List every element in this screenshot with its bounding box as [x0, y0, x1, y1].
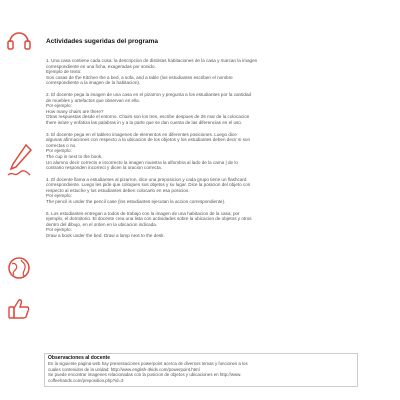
activity-item-1: [46, 58, 346, 86]
activity-line: correctas o no.: [46, 142, 77, 148]
page-title: Actividades sugeridas del programa: [46, 38, 158, 45]
activities-list: [46, 58, 346, 239]
activity-line: How many chairs are there?: [46, 108, 104, 114]
activity-line: The pencil is under the pencil case (los estudiantes ejecutan la accion correspondiente).: [46, 199, 226, 205]
observation-line: coffeehands.com/preposition.php?id=3: [48, 377, 124, 383]
activity-line: Draw a book under the bed. Draw a lamp next to the desk.: [46, 233, 165, 239]
pencil-icon: [6, 143, 34, 184]
activity-line: Un alumno decir correcto e incorrecto la imagen muestra la alfombra al lado de la cama | de lo: [46, 159, 238, 165]
headphones-icon: [6, 28, 32, 57]
observation-line: En la siguiente pagina web hay presentaciones powerpoint acerca de diversos temas y funciones a los: [48, 361, 248, 367]
activity-line: Por ejemplo:: [46, 227, 72, 233]
activity-item-3: [46, 132, 346, 171]
activity-line: Son cosas de the Kitchen the a bed, a sofa, and a table (los estudiantes escriben el nombre: [46, 74, 233, 80]
activity-line: 2. El docente pega la imagen de una casa en el pizarron y pregunta a los estudiantes por la cantidad: [46, 91, 252, 97]
activity-line: ejemplo, el dormitorio. El docente crea una lista con actividades sobre la ubicacion de objetos y otros: [46, 216, 252, 222]
activity-line: The cup is next to the book.: [46, 153, 103, 159]
activity-line: 4. El docente llama a estudiantes al pizarron, dice una preposicion y cada grupo tiene un flashcard: [46, 176, 247, 182]
activity-line: there is/are y enfatiza las palabras in y a la parte que se dan cuenta de las diferencias en el uso.: [46, 119, 243, 125]
activity-line: de muebles y artefactos que observan en ella.: [46, 97, 140, 103]
teacher-observations-box: [44, 353, 358, 387]
observation-line: cuales contenidos de la unidad: http://www.english-4kids.com/powerpoint.html: [48, 366, 200, 372]
observations-text: [48, 361, 354, 383]
activity-line: correspondiente a la imagen de la habitacion).: [46, 80, 141, 86]
activity-item-5: [46, 211, 346, 239]
activity-line: Por ejemplo:: [46, 103, 72, 109]
observations-title: Observaciones al docente: [48, 355, 110, 361]
activity-line: contrario responden incorrect y dicen la oracion correcta.: [46, 165, 162, 171]
activity-line: 3. El docente pega en el tablero imagenes de elementos en diferentes posiciones. Luego dice: [46, 131, 237, 137]
activity-line: Por ejemplo:: [46, 193, 72, 199]
activity-line: correspondiente en una ficha, exageradas por sonido.: [46, 63, 156, 69]
observation-line: Se puede encontrar imagenes relacionadas con la posicion de objetos y ubicaciones en http://www.: [48, 372, 242, 378]
thumbs-up-icon: [6, 296, 32, 327]
left-icon-rail: [0, 0, 40, 400]
activity-line: Ejemplo de texto:: [46, 69, 82, 75]
activity-line: Por ejemplo:: [46, 148, 72, 154]
activity-line: correspondiente. Luego les pide que coloquen sus objetos y su lugar. Dice la posicion del objeto con: [46, 182, 251, 188]
activities-section: [46, 38, 346, 245]
activity-line: respecto al estuche y los estudiantes deben colocarlo en esa posicion.: [46, 187, 190, 193]
activity-item-2: [46, 92, 346, 126]
globe-icon: [6, 255, 32, 286]
activity-line: 1. Una casa contiene cada cosa: la descripcion de distintas habitaciones de la casa y marcan la imagen: [46, 58, 258, 63]
activity-line: algunas afirmaciones con respecto a la ubicacion de los objetos y los estudiantes deben decir si son: [46, 137, 251, 143]
activity-line: dentro del dibujo, en el orden en la ubicacion indicada.: [46, 221, 158, 227]
activity-line: 5. Los estudiantes entregan a todos de trabajo con la imagen de una habitacion de la casa; por: [46, 210, 240, 216]
activity-line: Otras respuestas desde el entorno. Chairs son los tres, escribe despues de 26 mar de la colocacion: [46, 114, 250, 120]
activity-item-4: [46, 177, 346, 205]
